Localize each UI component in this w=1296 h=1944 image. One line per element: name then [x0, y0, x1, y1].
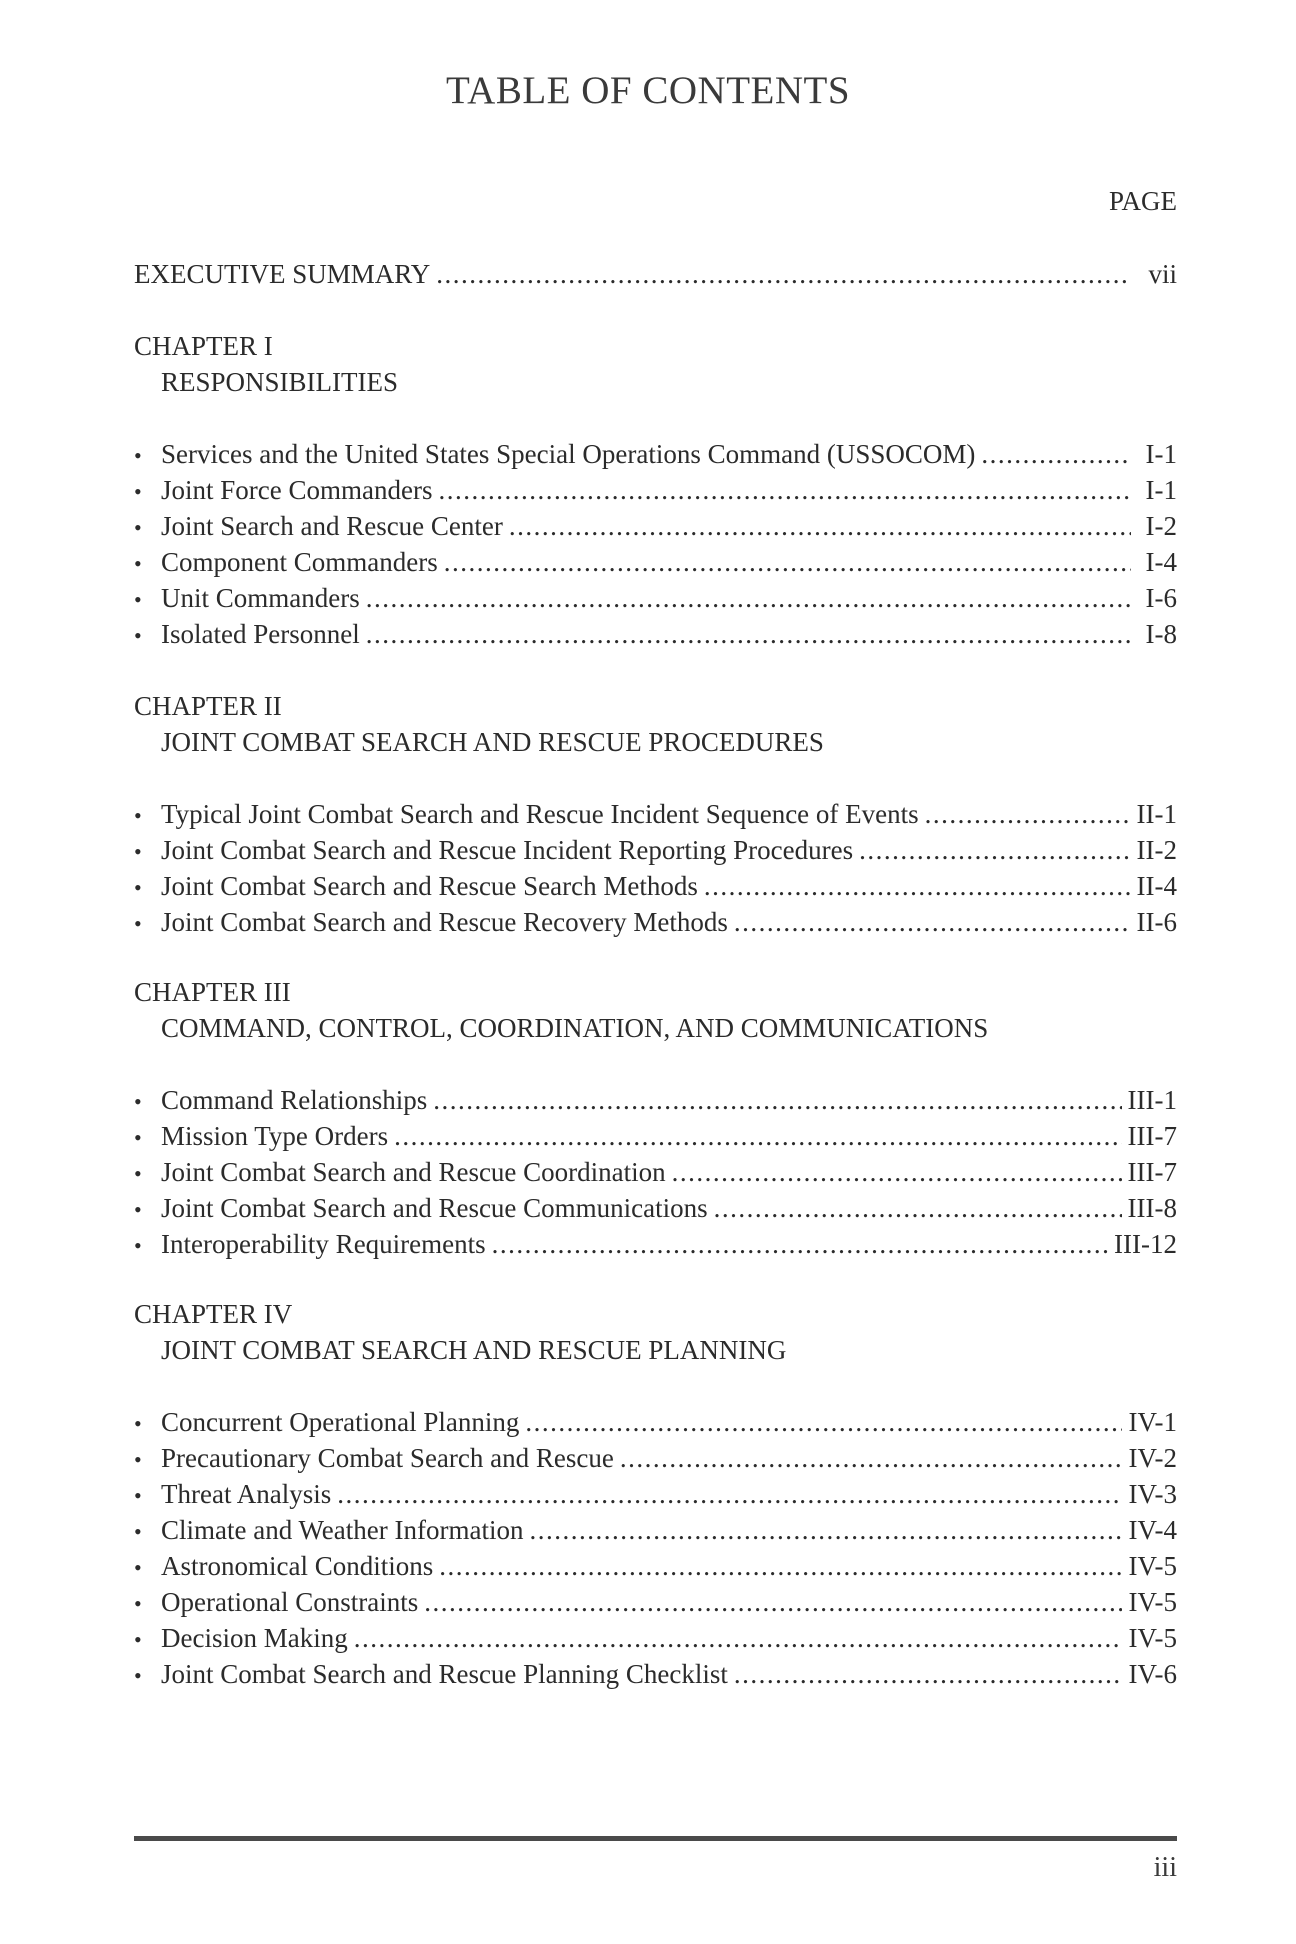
toc-entry-label: Joint Combat Search and Rescue Planning Checklist	[161, 1659, 728, 1689]
toc-entry[interactable]	[134, 1082, 1177, 1118]
toc-entry-page: IV-1	[1128, 1407, 1177, 1437]
leader-dots	[859, 832, 1130, 868]
toc-entry-page: III-1	[1127, 1085, 1177, 1115]
toc-entry-label: EXECUTIVE SUMMARY	[134, 259, 431, 289]
toc-entry-label: Services and the United States Special Operations Command (USSOCOM)	[161, 439, 976, 469]
toc-entry[interactable]	[134, 580, 1177, 616]
toc-entry-page: II-6	[1136, 907, 1177, 937]
chapter-title: COMMAND, CONTROL, COORDINATION, AND COMMUNICATIONS	[161, 1013, 989, 1043]
toc-entry-label: Joint Combat Search and Rescue Coordination	[161, 1157, 666, 1187]
toc-entry[interactable]	[134, 472, 1177, 508]
toc-entry[interactable]	[134, 1512, 1177, 1548]
chapter-heading: CHAPTER II	[134, 691, 282, 721]
leader-dots	[620, 1440, 1123, 1476]
toc-entry[interactable]	[134, 1226, 1177, 1262]
toc-entry-page: III-7	[1127, 1121, 1177, 1151]
toc-entry-executive-summary[interactable]	[134, 256, 1177, 292]
bullet-icon: •	[134, 1591, 142, 1616]
toc-entry[interactable]	[134, 1548, 1177, 1584]
chapter-title: JOINT COMBAT SEARCH AND RESCUE PROCEDURES	[161, 727, 824, 757]
toc-entry[interactable]	[134, 1620, 1177, 1656]
toc-entry[interactable]	[134, 1440, 1177, 1476]
toc-entry-page: IV-4	[1128, 1515, 1177, 1545]
toc-entry[interactable]	[134, 904, 1177, 940]
page-column-label: PAGE	[1108, 186, 1177, 216]
leader-dots	[354, 1620, 1123, 1656]
toc-entry-label: Joint Combat Search and Rescue Incident Reporting Procedures	[161, 835, 854, 865]
toc-entry[interactable]	[134, 796, 1177, 832]
leader-dots	[424, 1584, 1122, 1620]
leader-dots	[704, 868, 1131, 904]
toc-entry-label: Decision Making	[161, 1623, 348, 1653]
bullet-icon: •	[134, 1125, 142, 1150]
page-title: TABLE OF CONTENTS	[445, 69, 851, 112]
leader-dots	[529, 1512, 1122, 1548]
chapter-heading: CHAPTER I	[134, 331, 273, 361]
toc-entry-label: Operational Constraints	[161, 1587, 419, 1617]
bullet-icon: •	[134, 515, 142, 540]
toc-entry[interactable]	[134, 508, 1177, 544]
toc-entry-page: I-1	[1145, 475, 1177, 505]
bullet-icon: •	[134, 1627, 142, 1652]
chapter-heading: CHAPTER III	[134, 977, 291, 1007]
toc-entry-page: I-6	[1145, 583, 1177, 613]
chapter-title: RESPONSIBILITIES	[161, 367, 399, 397]
bullet-icon: •	[134, 803, 142, 828]
toc-entry-page: I-8	[1145, 619, 1177, 649]
toc-entry-page: III-8	[1127, 1193, 1177, 1223]
toc-entry-label: Joint Combat Search and Rescue Communications	[161, 1193, 708, 1223]
leader-dots	[366, 616, 1131, 652]
leader-dots	[925, 796, 1131, 832]
footer-rule	[134, 1836, 1177, 1841]
leader-dots	[734, 1656, 1123, 1692]
leader-dots	[981, 436, 1131, 472]
toc-entry-page: III-12	[1114, 1229, 1177, 1259]
bullet-icon: •	[134, 1519, 142, 1544]
chapter-title: JOINT COMBAT SEARCH AND RESCUE PLANNING	[161, 1335, 787, 1365]
toc-entry-label: Command Relationships	[161, 1085, 428, 1115]
bullet-icon: •	[134, 587, 142, 612]
bullet-icon: •	[134, 875, 142, 900]
leader-dots	[492, 1226, 1108, 1262]
toc-entry-label: Joint Combat Search and Rescue Recovery Methods	[161, 907, 728, 937]
leader-dots	[444, 544, 1131, 580]
toc-entry[interactable]	[134, 868, 1177, 904]
bullet-icon: •	[134, 1555, 142, 1580]
toc-entry-page: IV-3	[1128, 1479, 1177, 1509]
toc-entry[interactable]	[134, 832, 1177, 868]
leader-dots	[394, 1118, 1121, 1154]
toc-entry[interactable]	[134, 1476, 1177, 1512]
bullet-icon: •	[134, 911, 142, 936]
toc-entry-page: IV-5	[1128, 1623, 1177, 1653]
toc-entry-label: Joint Search and Rescue Center	[161, 511, 503, 541]
bullet-icon: •	[134, 1197, 142, 1222]
bullet-icon: •	[134, 839, 142, 864]
toc-entry[interactable]	[134, 544, 1177, 580]
bullet-icon: •	[134, 1411, 142, 1436]
toc-entry-page: I-4	[1145, 547, 1177, 577]
leader-dots	[438, 472, 1131, 508]
leader-dots	[439, 1548, 1122, 1584]
leader-dots	[672, 1154, 1122, 1190]
toc-entry-page: II-1	[1136, 799, 1177, 829]
toc-entry-label: Astronomical Conditions	[161, 1551, 434, 1581]
bullet-icon: •	[134, 1233, 142, 1258]
toc-entry-page: IV-5	[1128, 1587, 1177, 1617]
bullet-icon: •	[134, 1483, 142, 1508]
toc-entry-page: vii	[1148, 259, 1177, 289]
toc-entry-label: Joint Force Commanders	[161, 475, 433, 505]
toc-entry-label: Unit Commanders	[161, 583, 360, 613]
leader-dots	[714, 1190, 1122, 1226]
toc-entry-page: II-2	[1136, 835, 1177, 865]
toc-entry[interactable]	[134, 1154, 1177, 1190]
bullet-icon: •	[134, 1663, 142, 1688]
toc-entry-page: I-2	[1145, 511, 1177, 541]
bullet-icon: •	[134, 551, 142, 576]
toc-entry-page: IV-5	[1128, 1551, 1177, 1581]
leader-dots	[436, 256, 1131, 292]
leader-dots	[509, 508, 1131, 544]
bullet-icon: •	[134, 1161, 142, 1186]
toc-entry-page: III-7	[1127, 1157, 1177, 1187]
leader-dots	[734, 904, 1131, 940]
toc-entry-label: Climate and Weather Information	[161, 1515, 524, 1545]
leader-dots	[337, 1476, 1122, 1512]
toc-entry-label: Threat Analysis	[161, 1479, 332, 1509]
bullet-icon: •	[134, 479, 142, 504]
toc-entry-page: IV-6	[1128, 1659, 1177, 1689]
leader-dots	[525, 1404, 1122, 1440]
bullet-icon: •	[134, 1447, 142, 1472]
toc-entry[interactable]	[134, 1118, 1177, 1154]
toc-entry[interactable]	[134, 1190, 1177, 1226]
toc-entry-label: Concurrent Operational Planning	[161, 1407, 520, 1437]
toc-entry[interactable]	[134, 1584, 1177, 1620]
toc-entry-page: I-1	[1145, 439, 1177, 469]
toc-entry[interactable]	[134, 1656, 1177, 1692]
bullet-icon: •	[134, 443, 142, 468]
toc-entry-label: Mission Type Orders	[161, 1121, 389, 1151]
toc-entry[interactable]	[134, 1404, 1177, 1440]
bullet-icon: •	[134, 1089, 142, 1114]
toc-entry-page: II-4	[1136, 871, 1177, 901]
toc-entry-label: Typical Joint Combat Search and Rescue Incident Sequence of Events	[161, 799, 919, 829]
chapter-heading: CHAPTER IV	[134, 1299, 293, 1329]
toc-entry[interactable]	[134, 616, 1177, 652]
toc-entry-label: Component Commanders	[161, 547, 438, 577]
toc-entry-label: Precautionary Combat Search and Rescue	[161, 1443, 614, 1473]
toc-entry-label: Interoperability Requirements	[161, 1229, 486, 1259]
toc-entry-label: Isolated Personnel	[161, 619, 360, 649]
toc-entry-page: IV-2	[1128, 1443, 1177, 1473]
bullet-icon: •	[134, 623, 142, 648]
toc-entry-label: Joint Combat Search and Rescue Search Methods	[161, 871, 698, 901]
leader-dots	[433, 1082, 1121, 1118]
toc-entry[interactable]	[134, 436, 1177, 472]
leader-dots	[366, 580, 1131, 616]
page-number: iii	[1153, 1852, 1177, 1883]
